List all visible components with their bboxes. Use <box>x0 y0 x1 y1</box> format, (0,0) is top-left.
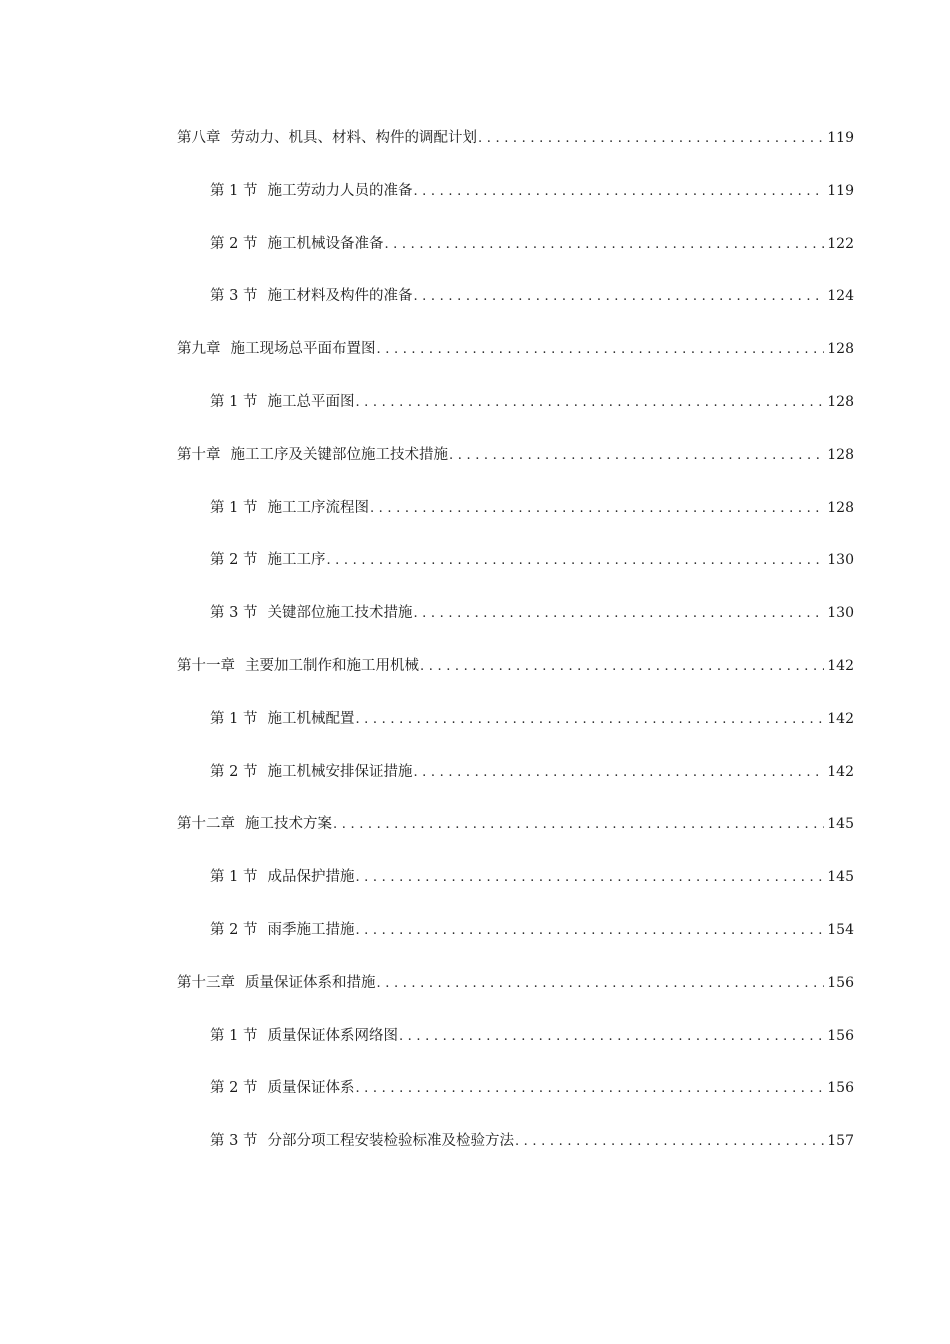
dot-leader <box>370 497 824 521</box>
dot-leader <box>420 655 824 679</box>
toc-entry-number: 第 2 节 <box>210 763 258 780</box>
toc-entry-number: 第八章 <box>177 130 221 146</box>
toc-entry[interactable] <box>210 179 854 203</box>
toc-entry[interactable] <box>177 443 854 467</box>
toc-entry-number: 第九章 <box>177 341 221 358</box>
toc-entry-number: 第 1 节 <box>210 182 258 199</box>
toc-entry-label <box>210 601 412 625</box>
toc-entry-number: 第十一章 <box>177 658 235 674</box>
toc-entry-label <box>177 971 376 995</box>
toc-entry-page: 130 <box>827 552 854 569</box>
toc-entry[interactable] <box>210 918 854 942</box>
toc-entry-page: 157 <box>827 1133 854 1150</box>
toc-entry-label <box>210 179 412 203</box>
toc-entry[interactable] <box>210 548 854 572</box>
toc-entry-label <box>210 284 412 308</box>
toc-entry-title: 质量保证体系和措施 <box>245 974 376 991</box>
toc-entry[interactable] <box>210 1024 854 1048</box>
toc-entry-page: 156 <box>827 1027 854 1044</box>
toc-entry[interactable] <box>210 601 854 625</box>
toc-entry[interactable] <box>210 284 854 308</box>
dot-leader <box>355 919 824 943</box>
dot-leader <box>515 1130 824 1154</box>
dot-leader <box>413 761 824 785</box>
toc-entry-title: 施工机械设备准备 <box>267 235 384 252</box>
toc-entry[interactable] <box>210 1129 854 1153</box>
toc-entry-title: 施工机械安排保证措施 <box>267 763 413 780</box>
toc-entry[interactable] <box>210 865 854 889</box>
toc-entry-page: 119 <box>827 182 854 199</box>
toc-entry-page: 119 <box>827 130 854 146</box>
toc-entry-title: 施工机械配置 <box>267 710 355 727</box>
dot-leader <box>413 602 824 626</box>
toc-entry-title: 主要加工制作和施工用机械 <box>245 658 419 674</box>
toc-entry-page: 145 <box>827 869 854 886</box>
dot-leader <box>377 972 825 996</box>
toc-entry-page: 128 <box>827 446 854 463</box>
toc-entry-title: 施工材料及构件的准备 <box>267 288 413 305</box>
toc-entry-label <box>210 232 383 256</box>
toc-entry[interactable] <box>177 971 854 995</box>
toc-entry-label <box>177 126 477 150</box>
toc-entry-label <box>210 918 354 942</box>
toc-entry-page: 156 <box>827 974 854 991</box>
toc-entry-title: 施工工序流程图 <box>267 499 369 516</box>
toc-entry-number: 第十三章 <box>177 974 235 991</box>
dot-leader <box>355 391 824 415</box>
toc-entry-page: 130 <box>827 605 854 622</box>
toc-entry-page: 128 <box>827 394 854 410</box>
toc-entry-page: 154 <box>827 922 854 938</box>
toc-entry[interactable] <box>210 390 854 414</box>
toc-entry[interactable] <box>177 654 854 678</box>
toc-entry[interactable] <box>210 760 854 784</box>
toc-entry-label <box>177 443 448 467</box>
toc-entry[interactable] <box>177 337 854 361</box>
toc-entry[interactable] <box>210 232 854 256</box>
dot-leader <box>413 285 824 309</box>
toc-entry-label <box>210 1024 398 1048</box>
toc-entry-label <box>210 1129 514 1153</box>
toc-entry-title: 施工总平面图 <box>267 394 355 410</box>
toc-entry-number: 第 1 节 <box>210 394 258 410</box>
toc-entry-label <box>210 1076 354 1100</box>
toc-entry-number: 第 3 节 <box>210 605 258 622</box>
toc-entry-title: 质量保证体系网络图 <box>267 1027 398 1044</box>
toc-entry-label <box>210 707 354 731</box>
toc-entry-number: 第十章 <box>177 446 221 463</box>
toc-entry-number: 第 1 节 <box>210 1027 258 1044</box>
toc-entry-title: 施工劳动力人员的准备 <box>267 182 413 199</box>
toc-entry-number: 第十二章 <box>177 816 235 833</box>
dot-leader <box>355 866 824 890</box>
toc-entry-title: 雨季施工措施 <box>267 922 355 938</box>
toc-entry-title: 施工工序及关键部位施工技术措施 <box>230 446 448 463</box>
toc-entry[interactable] <box>210 496 854 520</box>
dot-leader <box>384 233 824 257</box>
dot-leader <box>355 708 824 732</box>
toc-entry-number: 第 1 节 <box>210 869 258 886</box>
toc-entry-label <box>210 865 354 889</box>
toc-entry-number: 第 2 节 <box>210 235 258 252</box>
dot-leader <box>478 127 824 151</box>
toc-entry-title: 关键部位施工技术措施 <box>267 605 413 622</box>
toc-entry-number: 第 3 节 <box>210 1133 258 1150</box>
toc-entry-label <box>177 654 419 678</box>
dot-leader <box>399 1025 824 1049</box>
toc-entry-title: 施工工序 <box>267 552 326 569</box>
toc-entry-title: 成品保护措施 <box>267 869 355 886</box>
toc-entry-title: 分部分项工程安装检验标准及检验方法 <box>267 1133 514 1150</box>
toc-entry-page: 122 <box>827 235 854 252</box>
toc-entry-label <box>210 390 354 414</box>
toc-entry-page: 142 <box>827 658 854 674</box>
dot-leader <box>449 444 824 468</box>
toc-entry-page: 156 <box>827 1080 854 1097</box>
toc-entry-page: 142 <box>827 763 854 780</box>
dot-leader <box>377 338 825 362</box>
toc-entry[interactable] <box>210 707 854 731</box>
toc-entry[interactable] <box>210 1076 854 1100</box>
toc-entry-page: 128 <box>827 499 854 516</box>
toc-entry-title: 质量保证体系 <box>267 1080 355 1097</box>
toc-entry[interactable] <box>177 126 854 150</box>
toc-entry-title: 施工技术方案 <box>245 816 332 833</box>
toc-entry-label <box>177 812 332 836</box>
toc-entry[interactable] <box>177 812 854 836</box>
toc-entry-page: 128 <box>827 341 854 358</box>
toc-entry-label <box>210 760 412 784</box>
toc-entry-page: 145 <box>827 816 854 833</box>
toc-entry-number: 第 1 节 <box>210 710 258 727</box>
toc-entry-number: 第 2 节 <box>210 552 258 569</box>
toc-entry-number: 第 2 节 <box>210 922 258 938</box>
toc-entry-page: 124 <box>827 288 854 305</box>
toc-entry-number: 第 3 节 <box>210 288 258 305</box>
toc-entry-title: 劳动力、机具、材料、构件的调配计划 <box>230 130 477 146</box>
dot-leader <box>326 549 824 573</box>
toc-entry-label <box>210 548 325 572</box>
toc-entry-label <box>210 496 369 520</box>
dot-leader <box>413 180 824 204</box>
toc-entry-title: 施工现场总平面布置图 <box>230 341 376 358</box>
toc-entry-label <box>177 337 376 361</box>
toc-entry-number: 第 1 节 <box>210 499 258 516</box>
toc-entry-number: 第 2 节 <box>210 1080 258 1097</box>
toc-entry-page: 142 <box>827 710 854 727</box>
dot-leader <box>333 813 824 837</box>
dot-leader <box>355 1077 824 1101</box>
